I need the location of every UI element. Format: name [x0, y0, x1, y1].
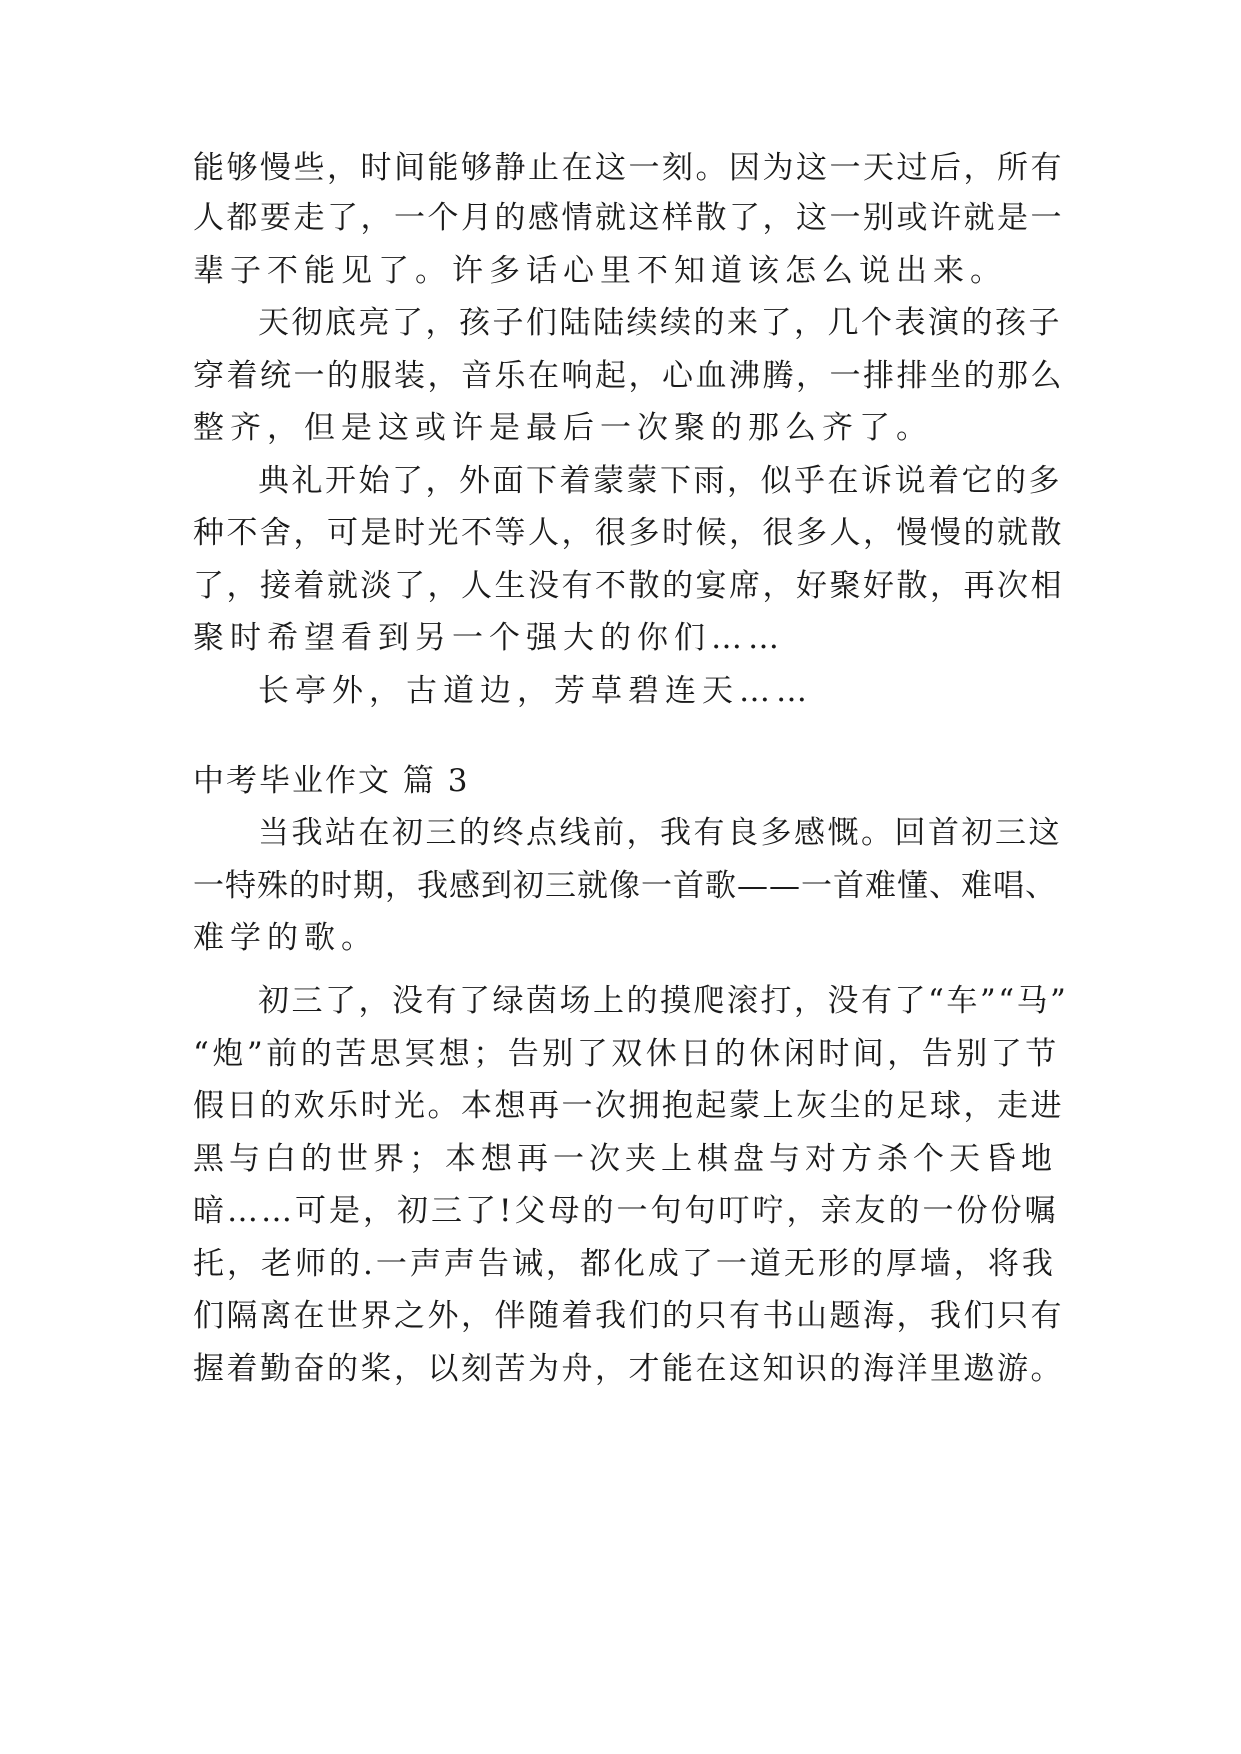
paragraph-line: 整齐，但是这或许是最后一次聚的那么齐了。	[193, 410, 933, 446]
paragraph-line: 能够慢些，时间能够静止在这一刻。因为这一天过后，所有	[193, 150, 1064, 186]
paragraph-line: 黑与白的世界；本想再一次夹上棋盘与对方杀个天昏地	[193, 1141, 1057, 1177]
paragraph-line: 穿着统一的服装，音乐在响起，心血沸腾，一排排坐的那么	[193, 358, 1064, 394]
paragraph-line: 人都要走了，一个月的感情就这样散了，这一别或许就是一	[193, 200, 1064, 236]
paragraph-line: 暗……可是，初三了!父母的一句句叮咛，亲友的一份份嘱	[193, 1193, 1059, 1229]
paragraph-line: 一特殊的时期，我感到初三就像一首歌——一首难懂、难唱、	[193, 868, 1057, 904]
paragraph-line: 们隔离在世界之外，伴随着我们的只有书山题海，我们只有	[193, 1298, 1064, 1334]
section-heading: 中考毕业作文 篇 3	[193, 763, 470, 799]
paragraph-line: 种不舍，可是时光不等人，很多时候，很多人，慢慢的就散	[193, 515, 1064, 551]
paragraph-line: 长亭外，古道边，芳草碧连天……	[258, 673, 813, 709]
paragraph-line: 当我站在初三的终点线前，我有良多感慨。回首初三这	[258, 815, 1062, 851]
paragraph-line: 托，老师的.一声声告诫，都化成了一道无形的厚墙，将我	[193, 1246, 1056, 1282]
paragraph-line: 假日的欢乐时光。本想再一次拥抱起蒙上灰尘的足球，走进	[193, 1088, 1064, 1124]
paragraph-line: 握着勤奋的桨，以刻苦为舟，才能在这知识的海洋里遨游。	[193, 1351, 1064, 1387]
paragraph-line: 天彻底亮了，孩子们陆陆续续的来了，几个表演的孩子	[258, 305, 1062, 341]
paragraph-line: 辈子不能见了。许多话心里不知道该怎么说出来。	[193, 253, 1007, 289]
paragraph-line: 聚时希望看到另一个强大的你们……	[193, 620, 785, 656]
paragraph-line: 了，接着就淡了，人生没有不散的宴席，好聚好散，再次相	[193, 568, 1064, 604]
paragraph-line: 初三了，没有了绿茵场上的摸爬滚打，没有了“车”“马”	[258, 983, 1069, 1019]
paragraph-line: 典礼开始了，外面下着蒙蒙下雨，似乎在诉说着它的多	[258, 463, 1062, 499]
paragraph-line: 难学的歌。	[193, 920, 378, 956]
paragraph-line: “炮”前的苦思冥想；告别了双休日的休闲时间，告别了节	[193, 1036, 1060, 1072]
